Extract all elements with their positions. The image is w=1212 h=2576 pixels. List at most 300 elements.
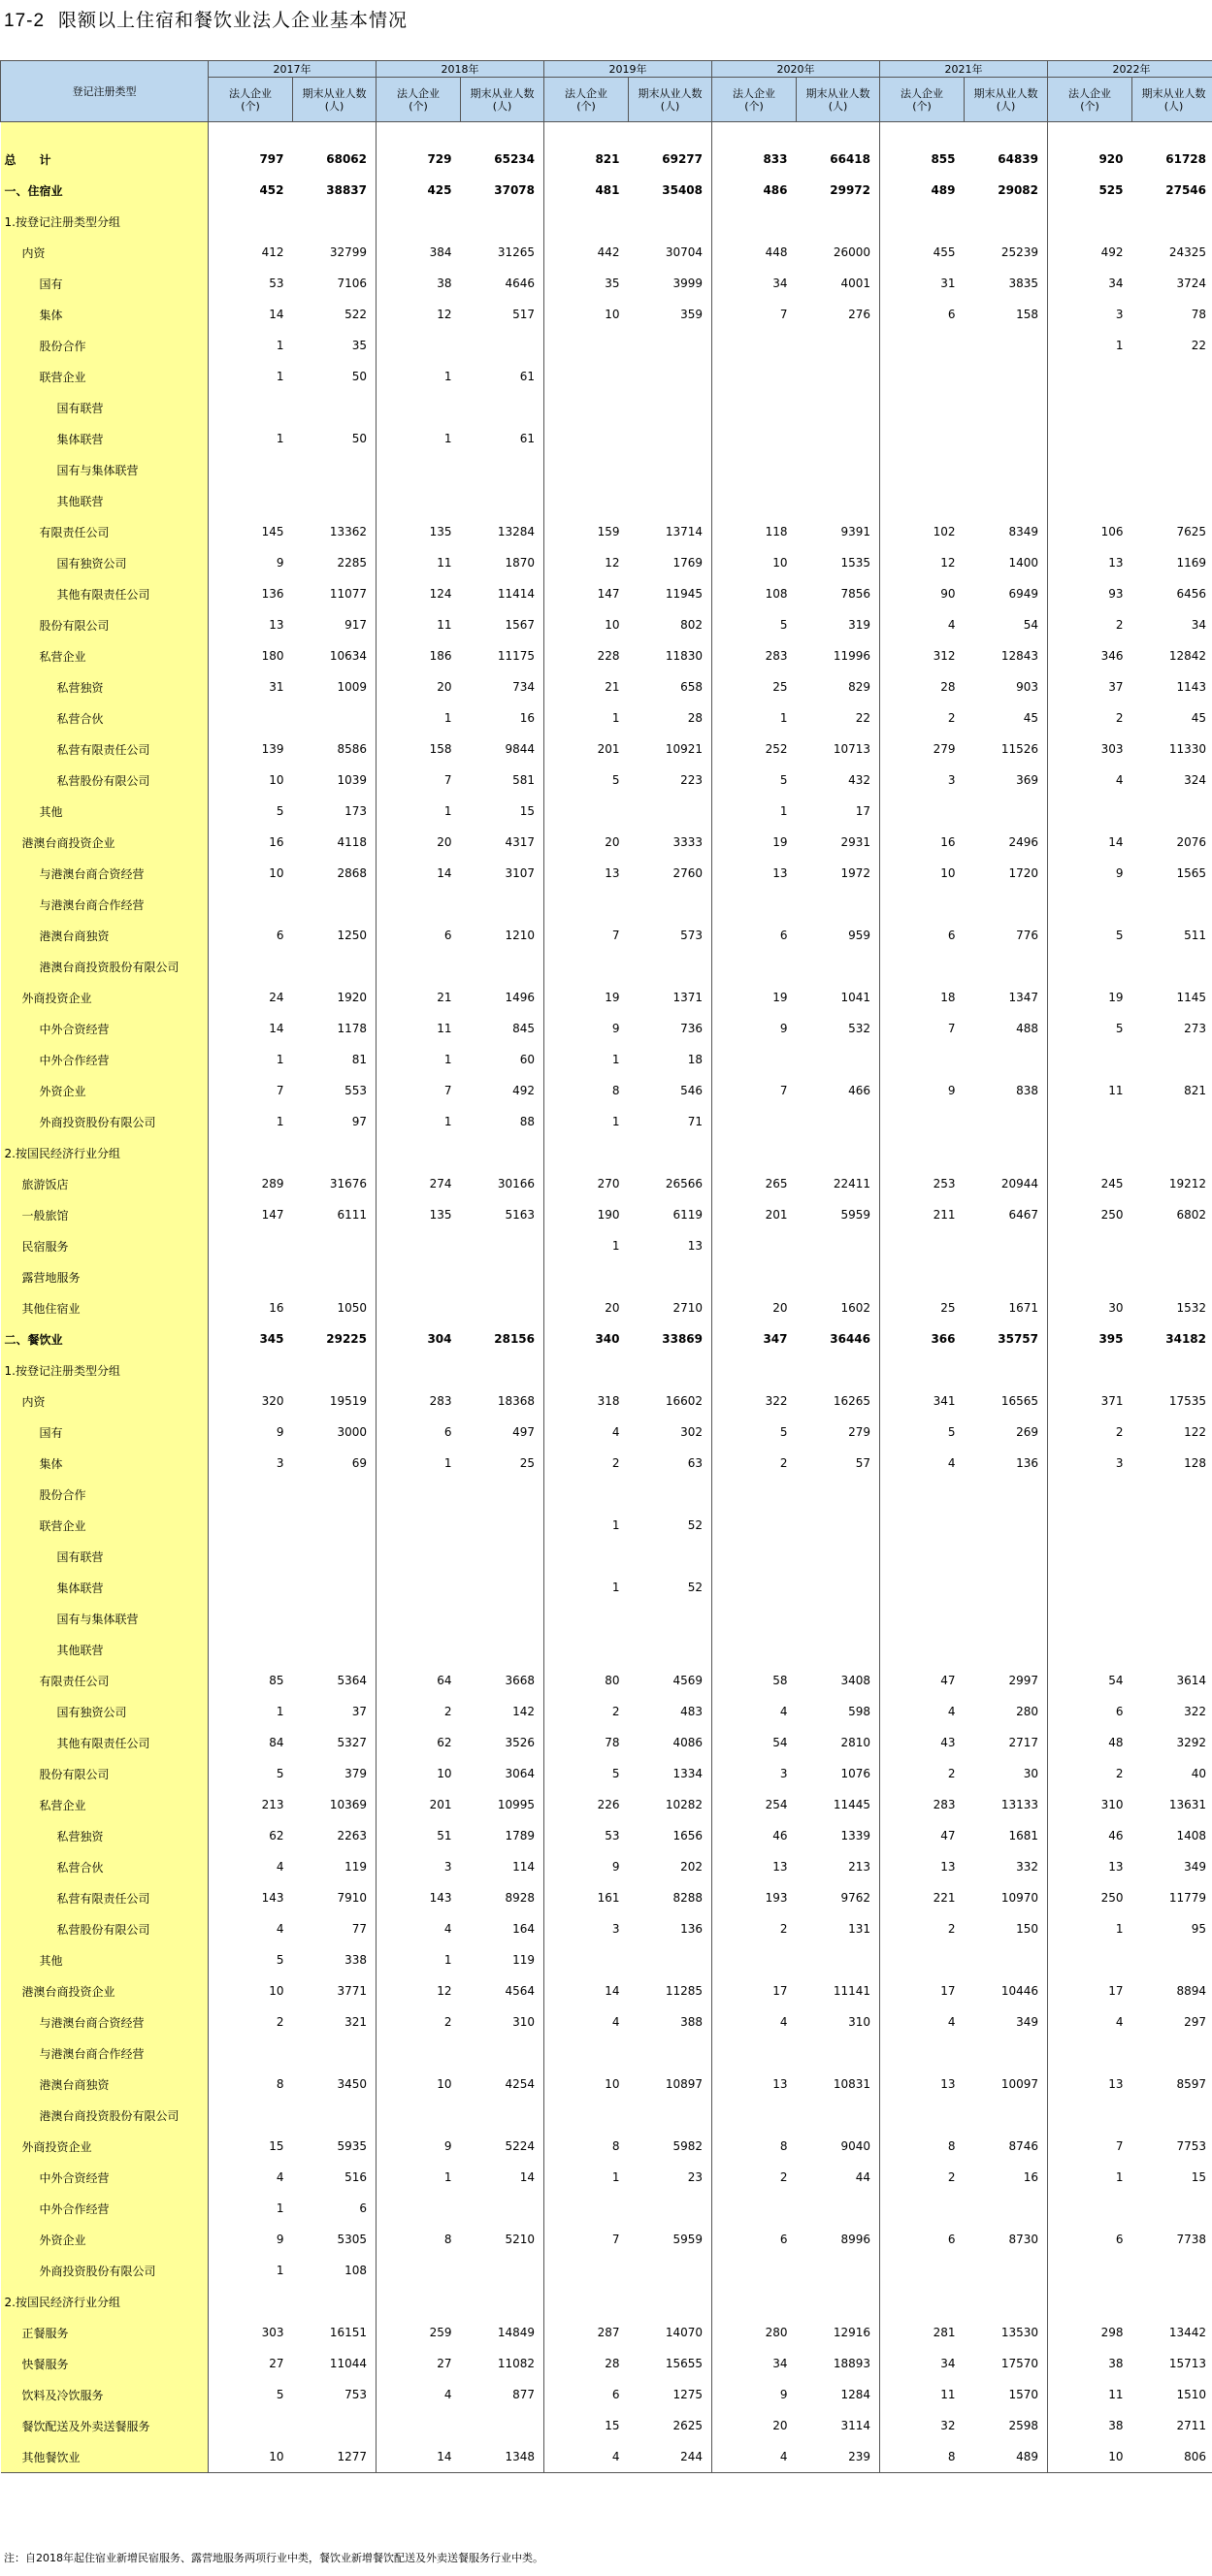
spacer-cell	[461, 122, 544, 145]
enterprise-count-cell: 322	[765, 1394, 788, 1408]
employee-count-cell: 658	[629, 671, 712, 702]
enterprise-count-cell: 7	[611, 929, 620, 942]
enterprise-count-cell: 2	[1115, 618, 1124, 632]
enterprise-count-cell: 1	[611, 1053, 620, 1066]
enterprise-count-cell: 920	[1098, 152, 1124, 166]
employee-count-cell: 877	[461, 2379, 544, 2410]
enterprise-count-cell: 1	[611, 1518, 620, 1532]
employee-count-cell: 15	[461, 796, 544, 827]
enterprise-count-cell: 455	[933, 245, 956, 259]
enterprise-count-header: 法人企业 (个)	[880, 78, 965, 122]
row-label: 中外合作经营	[1, 1044, 209, 1075]
table-row	[1, 1386, 1212, 1417]
employee-count-cell	[461, 485, 544, 516]
enterprise-count-cell: 252	[765, 742, 788, 756]
enterprise-count-cell	[209, 1572, 293, 1603]
enterprise-count-cell: 10	[605, 308, 620, 321]
row-label: 中外合资经营	[1, 2162, 209, 2193]
enterprise-count-cell: 281	[933, 2326, 956, 2339]
employee-count-cell: 4646	[461, 268, 544, 299]
enterprise-count-cell	[544, 2100, 629, 2131]
employee-count-cell	[1132, 1541, 1212, 1572]
enterprise-count-cell	[712, 2100, 797, 2131]
employee-count-cell: 497	[461, 1417, 544, 1448]
enterprise-count-cell	[209, 2410, 293, 2441]
table-row	[1, 1168, 1212, 1199]
enterprise-count-cell: 145	[261, 525, 284, 538]
enterprise-count-cell	[880, 951, 965, 982]
enterprise-count-cell: 28	[940, 680, 956, 694]
table-row	[1, 702, 1212, 734]
employee-count-cell	[1132, 889, 1212, 920]
employee-count-cell: 5959	[629, 2224, 712, 2255]
enterprise-count-cell	[1048, 1572, 1132, 1603]
employee-count-cell	[965, 1106, 1048, 1137]
spacer-cell	[1, 122, 209, 145]
enterprise-count-cell: 1	[1115, 339, 1124, 352]
row-label: 餐饮配送及外卖送餐服务	[1, 2410, 209, 2441]
employee-count-cell	[797, 330, 880, 361]
table-row	[1, 2441, 1212, 2473]
table-row	[1, 2100, 1212, 2131]
employee-count-cell	[965, 1044, 1048, 1075]
employee-count-cell	[293, 1261, 377, 1292]
enterprise-count-cell: 1	[276, 339, 284, 352]
enterprise-count-cell: 3	[276, 1456, 284, 1470]
employee-count-cell: 10970	[965, 1882, 1048, 1913]
employee-count-cell: 11414	[461, 578, 544, 609]
spacer-cell	[712, 122, 797, 145]
employee-count-cell: 20944	[965, 1168, 1048, 1199]
table-row	[1, 1354, 1212, 1386]
employee-count-cell: 5210	[461, 2224, 544, 2255]
row-label: 外资企业	[1, 1075, 209, 1106]
employee-count-cell	[797, 2193, 880, 2224]
employee-count-cell: 806	[1132, 2441, 1212, 2473]
row-label: 其他联营	[1, 1634, 209, 1665]
table-row	[1, 1975, 1212, 2006]
enterprise-count-cell	[712, 330, 797, 361]
employee-count-cell: 122	[1132, 1417, 1212, 1448]
employee-count-cell	[965, 2286, 1048, 2317]
row-label: 其他联营	[1, 485, 209, 516]
employee-count-cell	[461, 1292, 544, 1323]
employee-count-cell: 15655	[629, 2348, 712, 2379]
employee-count-cell: 95	[1132, 1913, 1212, 1944]
employee-count-cell: 359	[629, 299, 712, 330]
employee-count-cell	[629, 1634, 712, 1665]
enterprise-count-cell	[712, 2286, 797, 2317]
employee-count-cell	[797, 2100, 880, 2131]
enterprise-count-cell: 24	[269, 991, 284, 1004]
employee-count-cell: 1284	[797, 2379, 880, 2410]
employee-count-cell: 2997	[965, 1665, 1048, 1696]
enterprise-count-cell: 84	[269, 1736, 284, 1749]
enterprise-count-cell: 298	[1100, 2326, 1124, 2339]
employee-count-cell: 38837	[293, 175, 377, 206]
employee-count-cell: 136	[629, 1913, 712, 1944]
enterprise-count-cell: 9	[276, 2233, 284, 2246]
enterprise-count-cell: 2	[443, 1705, 452, 1718]
enterprise-count-cell: 28	[605, 2357, 620, 2370]
enterprise-count-cell: 340	[595, 1332, 620, 1346]
table-title-text: 限额以上住宿和餐饮业法人企业基本情况	[58, 10, 409, 31]
employee-count-cell: 52	[629, 1510, 712, 1541]
employee-count-cell: 9040	[797, 2131, 880, 2162]
table-row	[1, 1851, 1212, 1882]
employee-count-cell: 959	[797, 920, 880, 951]
employee-count-cell: 1870	[461, 547, 544, 578]
employee-count-cell: 11996	[797, 640, 880, 671]
employee-count-cell	[461, 2038, 544, 2069]
enterprise-count-cell: 38	[1108, 2419, 1124, 2432]
table-row	[1, 1199, 1212, 1230]
employee-count-cell	[1132, 2286, 1212, 2317]
row-label: 一般旅馆	[1, 1199, 209, 1230]
enterprise-count-cell: 16	[940, 835, 956, 849]
enterprise-count-cell: 11	[437, 1022, 452, 1035]
table-row	[1, 1696, 1212, 1727]
employee-count-cell: 6802	[1132, 1199, 1212, 1230]
employee-count-cell	[797, 1944, 880, 1975]
row-label: 私营有限责任公司	[1, 1882, 209, 1913]
employee-count-cell: 516	[293, 2162, 377, 2193]
enterprise-count-cell: 8	[880, 2441, 965, 2473]
enterprise-count-cell: 11	[437, 618, 452, 632]
enterprise-count-cell: 320	[261, 1394, 284, 1408]
employee-count-cell: 1041	[797, 982, 880, 1013]
employee-count-cell: 1275	[629, 2379, 712, 2410]
employee-count-cell: 2810	[797, 1727, 880, 1758]
row-label: 其他有限责任公司	[1, 578, 209, 609]
enterprise-count-cell	[209, 1230, 293, 1261]
row-label: 国有与集体联营	[1, 1603, 209, 1634]
table-row	[1, 2317, 1212, 2348]
enterprise-count-cell: 8	[779, 2139, 788, 2153]
employee-count-cell: 22	[1132, 330, 1212, 361]
employee-count-cell: 37078	[461, 175, 544, 206]
employee-count-cell	[461, 1354, 544, 1386]
enterprise-count-cell	[1048, 2038, 1132, 2069]
enterprise-count-header: 法人企业 (个)	[544, 78, 629, 122]
employee-count-cell: 2625	[629, 2410, 712, 2441]
enterprise-count-cell: 228	[597, 649, 620, 663]
enterprise-count-cell: 8	[611, 1084, 620, 1097]
enterprise-count-cell	[712, 1106, 797, 1137]
employee-count-cell	[1132, 2255, 1212, 2286]
enterprise-count-cell	[1048, 1479, 1132, 1510]
enterprise-count-cell	[712, 454, 797, 485]
enterprise-count-cell: 2	[611, 1705, 620, 1718]
enterprise-count-cell: 1	[276, 2201, 284, 2215]
enterprise-count-cell	[544, 1479, 629, 1510]
enterprise-count-cell: 14	[605, 1984, 620, 1998]
employee-count-cell	[797, 951, 880, 982]
employee-count-cell	[293, 2100, 377, 2131]
table-row	[1, 2069, 1212, 2100]
enterprise-count-cell: 4	[443, 2388, 452, 2401]
employee-count-cell: 581	[461, 765, 544, 796]
enterprise-count-cell: 341	[933, 1394, 956, 1408]
employee-count-cell: 2285	[293, 547, 377, 578]
enterprise-count-cell	[209, 1603, 293, 1634]
enterprise-count-cell	[712, 1479, 797, 1510]
enterprise-count-cell: 821	[595, 152, 620, 166]
employee-count-cell: 1602	[797, 1292, 880, 1323]
employee-count-cell: 332	[965, 1851, 1048, 1882]
enterprise-count-cell: 7	[276, 1084, 284, 1097]
enterprise-count-cell: 6	[947, 308, 956, 321]
employee-count-cell: 753	[293, 2379, 377, 2410]
employee-count-cell: 4254	[461, 2069, 544, 2100]
table-row	[1, 1789, 1212, 1820]
employee-count-cell	[797, 1479, 880, 1510]
enterprise-count-cell: 1	[276, 1053, 284, 1066]
enterprise-count-cell: 51	[437, 1829, 452, 1842]
employee-count-cell	[293, 1230, 377, 1261]
enterprise-count-cell: 17	[772, 1984, 788, 1998]
table-row	[1, 1634, 1212, 1665]
employee-count-cell	[965, 1261, 1048, 1292]
employee-count-cell	[293, 1541, 377, 1572]
enterprise-count-cell: 12	[437, 308, 452, 321]
enterprise-count-cell: 4	[947, 618, 956, 632]
table-row	[1, 144, 1212, 175]
enterprise-count-cell: 16	[269, 1301, 284, 1315]
table-row	[1, 2224, 1212, 2255]
employee-count-cell	[1132, 1230, 1212, 1261]
employee-count-cell	[461, 454, 544, 485]
enterprise-count-cell: 14	[437, 866, 452, 880]
employee-count-cell	[1132, 2100, 1212, 2131]
enterprise-count-header: 法人企业 (个)	[377, 78, 461, 122]
enterprise-count-cell: 13	[772, 2077, 788, 2091]
employee-count-cell	[293, 889, 377, 920]
employee-count-cell	[629, 2193, 712, 2224]
employee-count-cell: 10831	[797, 2069, 880, 2100]
employee-count-cell	[1132, 1137, 1212, 1168]
row-label: 外商投资企业	[1, 982, 209, 1013]
enterprise-count-cell: 7	[443, 1084, 452, 1097]
enterprise-count-cell: 4	[276, 1860, 284, 1874]
row-label: 港澳台商投资企业	[1, 827, 209, 858]
enterprise-count-cell: 492	[1100, 245, 1124, 259]
enterprise-count-cell: 118	[765, 525, 788, 538]
employee-count-cell: 30166	[461, 1168, 544, 1199]
table-row	[1, 1292, 1212, 1323]
employee-count-cell: 69	[293, 1448, 377, 1479]
enterprise-count-cell	[377, 2410, 461, 2441]
table-row	[1, 1541, 1212, 1572]
employee-count-cell	[1132, 1479, 1212, 1510]
enterprise-count-cell: 9	[611, 1022, 620, 1035]
enterprise-count-cell: 62	[269, 1829, 284, 1842]
enterprise-count-cell: 303	[261, 2326, 284, 2339]
enterprise-count-cell: 17	[940, 1984, 956, 1998]
employee-count-cell	[965, 1944, 1048, 1975]
employee-count-cell: 44	[797, 2162, 880, 2193]
enterprise-count-cell: 4	[443, 1922, 452, 1936]
employee-count-cell: 68062	[293, 144, 377, 175]
enterprise-count-cell: 193	[765, 1891, 788, 1905]
enterprise-count-cell: 4	[947, 1705, 956, 1718]
employee-count-cell: 13442	[1132, 2317, 1212, 2348]
employee-count-cell	[797, 2038, 880, 2069]
enterprise-count-cell: 5	[1115, 929, 1124, 942]
enterprise-count-cell	[209, 702, 293, 734]
employee-count-cell	[797, 1230, 880, 1261]
employee-count-cell	[1132, 2193, 1212, 2224]
enterprise-count-cell	[377, 2100, 461, 2131]
table-row	[1, 1230, 1212, 1261]
enterprise-count-cell	[1048, 1603, 1132, 1634]
enterprise-count-cell: 486	[763, 183, 788, 197]
enterprise-count-cell: 11	[1108, 1084, 1124, 1097]
table-row	[1, 1137, 1212, 1168]
enterprise-count-cell: 283	[765, 649, 788, 663]
row-label: 外商投资股份有限公司	[1, 1106, 209, 1137]
employee-count-cell: 5959	[797, 1199, 880, 1230]
enterprise-count-cell: 4	[947, 1456, 956, 1470]
enterprise-count-cell	[712, 1510, 797, 1541]
enterprise-count-cell	[377, 2255, 461, 2286]
employee-count-cell: 114	[461, 1851, 544, 1882]
employee-count-cell: 10634	[293, 640, 377, 671]
enterprise-count-cell: 797	[259, 152, 284, 166]
enterprise-count-cell: 10	[269, 1984, 284, 1998]
employee-count-cell	[293, 454, 377, 485]
enterprise-count-cell: 395	[1098, 1332, 1124, 1346]
employee-count-cell: 7910	[293, 1882, 377, 1913]
employee-count-cell: 269	[965, 1417, 1048, 1448]
employee-count-cell: 11445	[797, 1789, 880, 1820]
employee-count-cell: 3114	[797, 2410, 880, 2441]
employee-count-cell: 37	[293, 1696, 377, 1727]
enterprise-count-cell: 6	[276, 929, 284, 942]
employee-count-cell: 2711	[1132, 2410, 1212, 2441]
enterprise-count-cell: 78	[605, 1736, 620, 1749]
enterprise-count-cell: 2	[947, 1922, 956, 1936]
employee-count-cell: 33869	[629, 1323, 712, 1354]
enterprise-count-cell: 250	[1100, 1891, 1124, 1905]
enterprise-count-cell	[712, 2255, 797, 2286]
employee-count-cell: 29972	[797, 175, 880, 206]
employee-count-cell: 1334	[629, 1758, 712, 1789]
employee-count-cell	[629, 1261, 712, 1292]
employee-count-cell: 45	[965, 702, 1048, 734]
employee-count-cell	[293, 2038, 377, 2069]
employee-count-cell: 29082	[965, 175, 1048, 206]
employee-count-cell: 1178	[293, 1013, 377, 1044]
table-row	[1, 1323, 1212, 1354]
enterprise-count-cell	[1048, 2100, 1132, 2131]
employee-count-cell	[797, 485, 880, 516]
enterprise-count-cell: 489	[931, 183, 956, 197]
enterprise-count-cell: 452	[259, 183, 284, 197]
enterprise-count-cell: 7	[779, 308, 788, 321]
row-label: 其他	[1, 1944, 209, 1975]
enterprise-count-cell	[377, 1292, 461, 1323]
employee-count-cell: 917	[293, 609, 377, 640]
enterprise-count-cell: 20	[605, 1301, 620, 1315]
enterprise-count-cell: 2	[779, 1456, 788, 1470]
employee-count-cell: 13284	[461, 516, 544, 547]
enterprise-count-cell	[544, 423, 629, 454]
enterprise-count-cell: 213	[261, 1798, 284, 1811]
employee-count-cell: 25239	[965, 237, 1048, 268]
employee-count-cell: 6119	[629, 1199, 712, 1230]
enterprise-count-cell: 8	[611, 2139, 620, 2153]
table-row	[1, 609, 1212, 640]
enterprise-count-cell: 62	[437, 1736, 452, 1749]
enterprise-count-cell: 10	[209, 2441, 293, 2473]
employee-count-cell	[629, 206, 712, 237]
enterprise-count-cell: 318	[597, 1394, 620, 1408]
employee-count-cell	[1132, 485, 1212, 516]
enterprise-count-cell	[377, 330, 461, 361]
employee-count-cell: 63	[629, 1448, 712, 1479]
enterprise-count-cell: 25	[772, 680, 788, 694]
enterprise-count-cell	[1048, 1230, 1132, 1261]
employee-count-cell: 11945	[629, 578, 712, 609]
enterprise-count-cell	[377, 454, 461, 485]
enterprise-count-cell: 4	[276, 1922, 284, 1936]
enterprise-count-cell: 9	[1115, 866, 1124, 880]
employee-count-cell: 553	[293, 1075, 377, 1106]
enterprise-count-cell: 143	[429, 1891, 452, 1905]
enterprise-count-cell: 54	[1108, 1674, 1124, 1687]
enterprise-count-cell	[1048, 1354, 1132, 1386]
table-row	[1, 1044, 1212, 1075]
employee-count-cell	[461, 2255, 544, 2286]
enterprise-count-cell: 448	[765, 245, 788, 259]
employee-count-cell: 276	[797, 299, 880, 330]
row-label: 股份合作	[1, 1479, 209, 1510]
enterprise-count-cell	[377, 392, 461, 423]
table-row	[1, 2131, 1212, 2162]
employee-count-cell: 14	[461, 2162, 544, 2193]
employee-count-cell	[629, 2286, 712, 2317]
enterprise-count-cell: 11	[1108, 2388, 1124, 2401]
enterprise-count-cell	[712, 1572, 797, 1603]
employee-count-cell: 11285	[629, 1975, 712, 2006]
enterprise-count-cell	[880, 485, 965, 516]
enterprise-count-cell	[1048, 889, 1132, 920]
table-row	[1, 516, 1212, 547]
employee-count-cell	[965, 1603, 1048, 1634]
employee-count-cell: 432	[797, 765, 880, 796]
enterprise-count-cell: 211	[933, 1208, 956, 1222]
enterprise-count-cell: 16	[269, 835, 284, 849]
enterprise-count-cell: 90	[940, 587, 956, 601]
enterprise-count-cell: 250	[1100, 1208, 1124, 1222]
employee-count-cell: 4001	[797, 268, 880, 299]
table-row	[1, 2255, 1212, 2286]
table-row	[1, 982, 1212, 1013]
row-label: 集体	[1, 299, 209, 330]
employee-count-cell: 2263	[293, 1820, 377, 1851]
row-label: 港澳台商投资股份有限公司	[1, 2100, 209, 2131]
employee-count-cell: 1532	[1132, 1292, 1212, 1323]
employee-count-cell: 30	[965, 1758, 1048, 1789]
employee-count-cell: 1972	[797, 858, 880, 889]
employee-count-cell: 131	[797, 1913, 880, 1944]
employee-count-cell: 736	[629, 1013, 712, 1044]
row-label: 联营企业	[1, 361, 209, 392]
enterprise-count-cell: 10	[772, 556, 788, 570]
employee-count-cell: 18368	[461, 1386, 544, 1417]
enterprise-count-cell: 6	[1115, 2233, 1124, 2246]
